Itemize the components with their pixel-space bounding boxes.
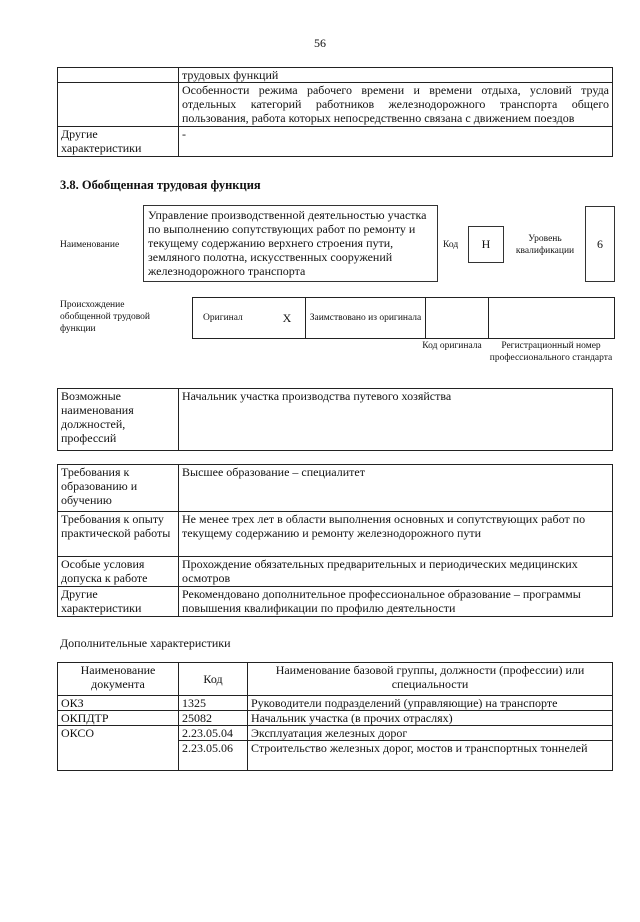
table-row [58,696,613,711]
requirements-table [57,464,613,617]
table-row [58,587,613,617]
table-row [58,465,613,512]
cell-empty [58,68,179,83]
table-row [58,512,613,557]
original-label: Оригинал [193,298,270,339]
req-label: Другие характеристики [58,587,179,617]
cell-doc: ОКСО [58,726,179,771]
cell-row2: Особенности режима рабочего времени и времени отдыха, условий труда отдельных категорий работников железнодорожного транспорта общего пользования, работа которых непосредственно связана с движением поездов [179,83,613,127]
additional-table [57,662,613,771]
req-value: Рекомендовано дополнительное профессиональное образование – программы повышения квалификации по профилю деятельности [179,587,613,617]
column-header: Наименование документа [58,663,179,696]
table-header-row [58,663,613,696]
positions-table [57,388,613,451]
req-value: Прохождение обязательных предварительных и периодических медицинских осмотров [179,557,613,587]
cell-name: Начальник участка (в прочих отраслях) [248,711,613,726]
table-row [193,298,615,339]
req-value: Высшее образование – специалитет [179,465,613,512]
req-label: Требования к образованию и обучению [58,465,179,512]
table-row [58,389,613,451]
code-label: Код [443,240,459,250]
cell-label: Другие характеристики [58,127,179,157]
table-row [58,711,613,726]
section-title: 3.8. Обобщенная трудовая функция [60,178,261,192]
cell-name: Руководители подразделений (управляющие) на транспорте [248,696,613,711]
cell-name: Эксплуатация железных дорог [248,726,613,741]
table-row [58,68,613,83]
cell-code: 25082 [179,711,248,726]
code-value: H [481,237,491,251]
level-value: 6 [597,237,603,251]
cell-doc: ОКПДТР [58,711,179,726]
positions-value: Начальник участка производства путевого хозяйства [179,389,613,451]
naming-value: Управление производственной деятельностью участка по выполнению сопутствующих работ по ремонту и текущему содержанию верхнего строения пути, земляного полотна, искусственных сооружений железнодорожного транспорта [148,208,427,278]
cell-code: 2.23.05.04 [179,726,248,741]
positions-label: Возможные наименования должностей, профессий [58,389,179,451]
cell-code: 1325 [179,696,248,711]
req-value: Не менее трех лет в области выполнения основных и сопутствующих работ по текущему содержанию и ремонту железнодорожного пути [179,512,613,557]
code-original-cell [426,298,489,339]
table-row [58,127,613,157]
reg-number-caption: Регистрационный номер профессионального стандарта [489,341,613,363]
original-mark: X [269,298,306,339]
cell-code: 2.23.05.06 [179,741,248,771]
column-header: Наименование базовой группы, должности (профессии) или специальности [248,663,613,696]
level-label: Уровень квалификации [515,234,575,256]
table-row [58,83,613,127]
reg-number-cell [489,298,615,339]
origin-label: Происхождение обобщенной трудовой функции [60,300,150,334]
req-label: Требования к опыту практической работы [58,512,179,557]
req-label: Особые условия допуска к работе [58,557,179,587]
page-number: 56 [314,36,326,50]
cell-value: - [179,127,613,157]
naming-label: Наименование [60,240,120,250]
cell-name: Строительство железных дорог, мостов и транспортных тоннелей [248,741,613,771]
table-row [58,726,613,741]
cell-doc: ОКЗ [58,696,179,711]
level-value-box [585,206,615,282]
top-table [57,67,613,157]
naming-value-box [143,205,438,282]
borrowed-label: Заимствовано из оригинала [306,298,426,339]
code-original-caption: Код оригинала [422,341,482,351]
table-row [58,557,613,587]
cell-row1: трудовых функций [179,68,613,83]
cell-empty [58,83,179,127]
code-value-box [468,226,504,263]
additional-title: Дополнительные характеристики [60,636,231,650]
column-header: Код [179,663,248,696]
origin-table [192,297,615,339]
